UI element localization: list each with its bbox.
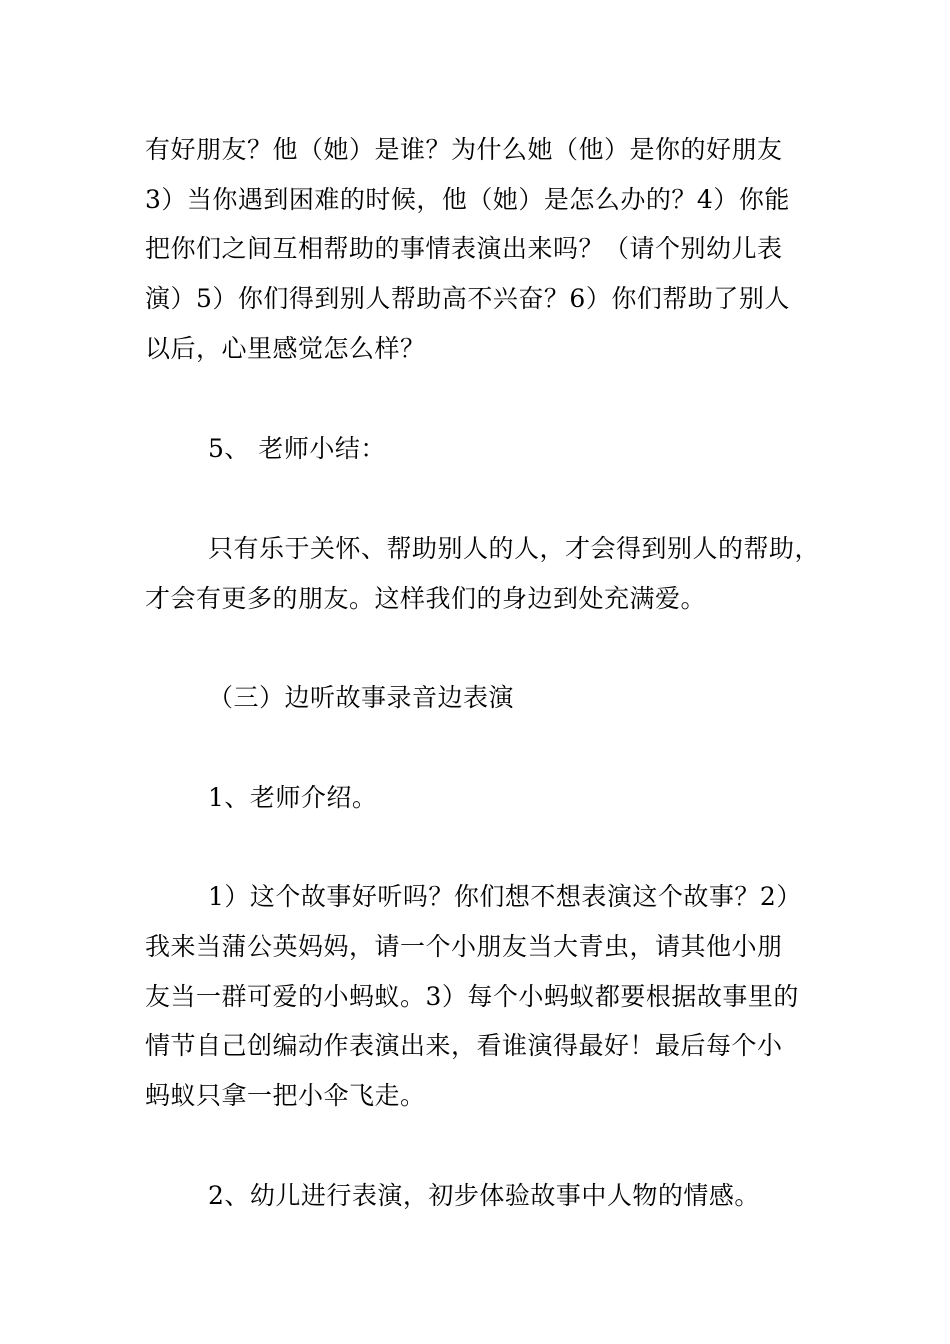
section-heading-child-performance: 2、幼儿进行表演，初步体验故事中人物的情感。 bbox=[208, 1181, 760, 1210]
section-heading-teacher-intro: 1、老师介绍。 bbox=[208, 783, 378, 812]
paragraph-6-line-3: 友当一群可爱的小蚂蚁。3）每个小蚂蚁都要根据故事里的 bbox=[145, 982, 799, 1011]
paragraph-3-line-2: 才会有更多的朋友。这样我们的身边到处充满爱。 bbox=[145, 584, 707, 613]
paragraph-1-line-5: 以后，心里感觉怎么样？ bbox=[145, 334, 426, 363]
paragraph-6-line-1: 1）这个故事好听吗？你们想不想表演这个故事？2） bbox=[208, 882, 802, 911]
paragraph-1-line-1: 有好朋友？他（她）是谁？为什么她（他）是你的好朋友 bbox=[145, 135, 783, 164]
section-heading-part-three: （三）边听故事录音边表演 bbox=[208, 683, 515, 712]
paragraph-6-line-2: 我来当蒲公英妈妈，请一个小朋友当大青虫，请其他小朋 bbox=[145, 932, 783, 961]
paragraph-3-line-1: 只有乐于关怀、帮助别人的人，才会得到别人的帮助， bbox=[208, 534, 821, 563]
paragraph-1-line-2: 3）当你遇到困难的时候，他（她）是怎么办的？4）你能 bbox=[145, 185, 790, 214]
paragraph-1-line-4: 演）5）你们得到别人帮助高不兴奋？6）你们帮助了别人 bbox=[145, 284, 790, 313]
paragraph-1-line-3: 把你们之间互相帮助的事情表演出来吗？（请个别幼儿表 bbox=[145, 234, 783, 263]
section-heading-teacher-summary: 5、 老师小结： bbox=[208, 434, 386, 463]
paragraph-6-line-4: 情节自己创编动作表演出来，看谁演得最好！最后每个小 bbox=[145, 1031, 783, 1060]
paragraph-6-line-5: 蚂蚁只拿一把小伞飞走。 bbox=[145, 1081, 426, 1110]
